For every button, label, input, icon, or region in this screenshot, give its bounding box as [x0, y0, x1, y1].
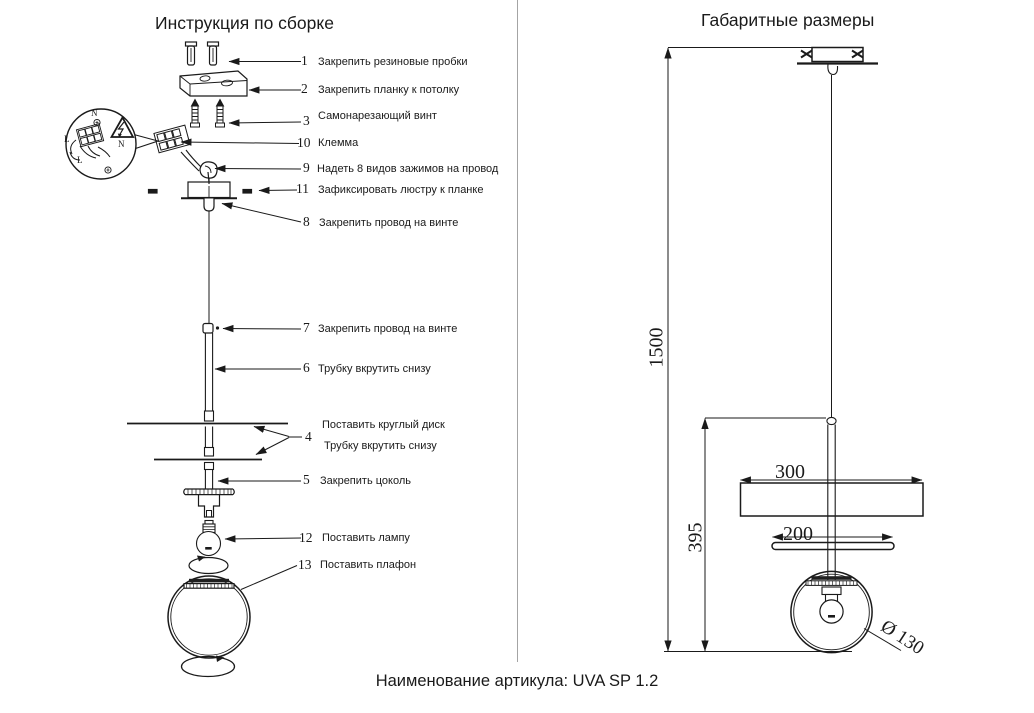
socket-assembly	[184, 489, 235, 517]
wire-letter-n-right: N	[118, 139, 125, 149]
dimension-lines	[664, 48, 922, 652]
callout-number: 9	[303, 160, 310, 175]
callout-label: Надеть 8 видов зажимов на провод	[317, 163, 499, 175]
callout-label: Закрепить провод на винте	[318, 323, 458, 335]
callout-label: Клемма	[318, 137, 359, 149]
callout-number: 2	[301, 81, 308, 96]
callout-label: Поставить лампу	[322, 532, 410, 544]
callout-number: 3	[303, 113, 310, 128]
ceiling-plate	[180, 71, 247, 96]
callout-label: Поставить круглый диск	[322, 419, 445, 431]
cord-grip-connector	[203, 324, 219, 334]
pendant-right	[741, 75, 924, 653]
callout-arrows	[181, 62, 302, 590]
callout-number: 1	[301, 53, 308, 68]
rubber-plugs	[186, 42, 219, 65]
callout-number: 10	[297, 135, 311, 150]
article-caption: Наименование артикула: UVA SP 1.2	[375, 672, 659, 690]
glass-sphere-left	[168, 576, 250, 658]
terminal-block	[154, 125, 201, 171]
callout-number: 11	[296, 181, 309, 196]
callout-label: Закрепить цоколь	[320, 475, 411, 487]
callout-label: Трубку вкрутить снизу	[324, 440, 437, 452]
wire-letter-n-top: N	[91, 108, 98, 118]
dimension-height-fixture: 395	[684, 522, 707, 553]
callout-label: Поставить плафон	[320, 559, 417, 571]
callout-label: Закрепить планку к потолку	[318, 84, 460, 96]
callout-number: 6	[303, 360, 310, 375]
dimension-height-total: 1500	[645, 327, 668, 368]
callout-number: 13	[298, 557, 312, 572]
tube-sections	[205, 333, 214, 489]
callout-label: Самонарезающий винт	[318, 110, 437, 122]
callout-number: 4	[305, 429, 312, 444]
callout-number: 5	[303, 472, 310, 487]
wiring-detail-circle	[66, 109, 158, 179]
wire-letter-l-bottom: L	[77, 155, 83, 165]
light-bulb	[197, 521, 221, 556]
rotation-arrow-top	[189, 556, 228, 574]
left-panel-title: Инструкция по сборке	[155, 13, 334, 33]
wire-letter-l-left: L	[64, 134, 70, 144]
callout-label: Зафиксировать люстру к планке	[318, 184, 484, 196]
right-panel-title: Габаритные размеры	[701, 10, 875, 30]
canopy	[149, 172, 252, 211]
callout-number: 12	[299, 530, 313, 545]
dimension-sphere-diameter: Ø 130	[876, 615, 928, 660]
dimension-disc-width: 300	[775, 461, 805, 483]
callout-label: Закрепить резиновые пробки	[318, 56, 468, 68]
callout-number: 7	[303, 320, 310, 335]
self-tapping-screws	[191, 100, 225, 128]
callout-label: Трубку вкрутить снизу	[318, 363, 431, 375]
callout-number: 8	[303, 214, 310, 229]
dimension-bar-width: 200	[783, 523, 813, 545]
ceiling-mount-right	[797, 48, 878, 75]
callout-label: Закрепить провод на винте	[319, 217, 459, 229]
